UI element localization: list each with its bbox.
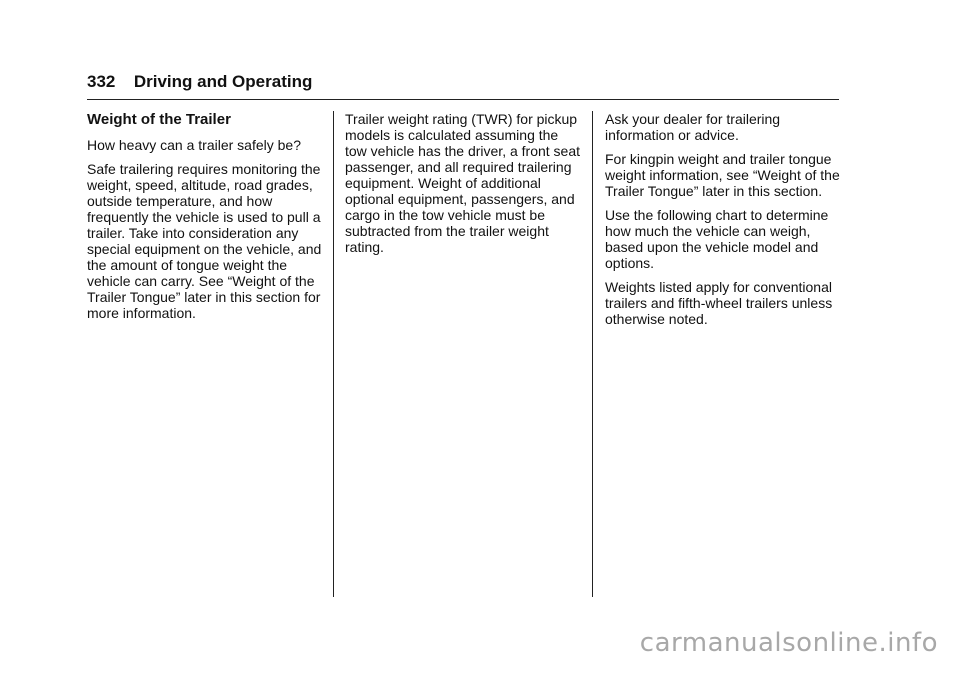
text-column-3: [605, 111, 841, 335]
paragraph: Safe trailering requires monitoring the weight, speed, altitude, road grades, outside temperature, and how frequently the vehicle is used to pull a trailer. Take into consideration any special equipment on the vehicle, and the amount of tongue weight the vehicle can carry. See “Weight of the Trailer Tongue” later in this section for more information.: [87, 161, 322, 321]
column-divider: [333, 111, 334, 597]
text-column-1: [87, 111, 323, 329]
page-header: [87, 72, 839, 92]
section-title: Driving and Operating: [133, 72, 313, 91]
paragraph: How heavy can a trailer safely be?: [87, 137, 301, 153]
paragraph: Ask your dealer for trailering information or advice.: [605, 111, 781, 143]
page-number: 332: [87, 72, 116, 91]
paragraph: Use the following chart to determine how much the vehicle can weigh, based upon the vehicle model and options.: [605, 207, 829, 271]
text-column-2: [345, 111, 580, 263]
header-rule: [87, 99, 839, 100]
watermark: carmanualsonline.info: [639, 628, 938, 658]
paragraph: Trailer weight rating (TWR) for pickup models is calculated assuming the tow vehicle has the driver, a front seat passenger, and all required trailering equipment. Weight of additional optional equipment, passengers, and cargo in the tow vehicle must be subtracted from the trailer weight rating.: [345, 111, 581, 255]
paragraph: For kingpin weight and trailer tongue weight information, see “Weight of the Trailer Tongue” later in this section.: [605, 151, 840, 199]
column-divider: [592, 111, 593, 597]
subsection-heading: Weight of the Trailer: [87, 111, 231, 128]
paragraph: Weights listed apply for conventional trailers and fifth-wheel trailers unless otherwise noted.: [605, 279, 833, 327]
